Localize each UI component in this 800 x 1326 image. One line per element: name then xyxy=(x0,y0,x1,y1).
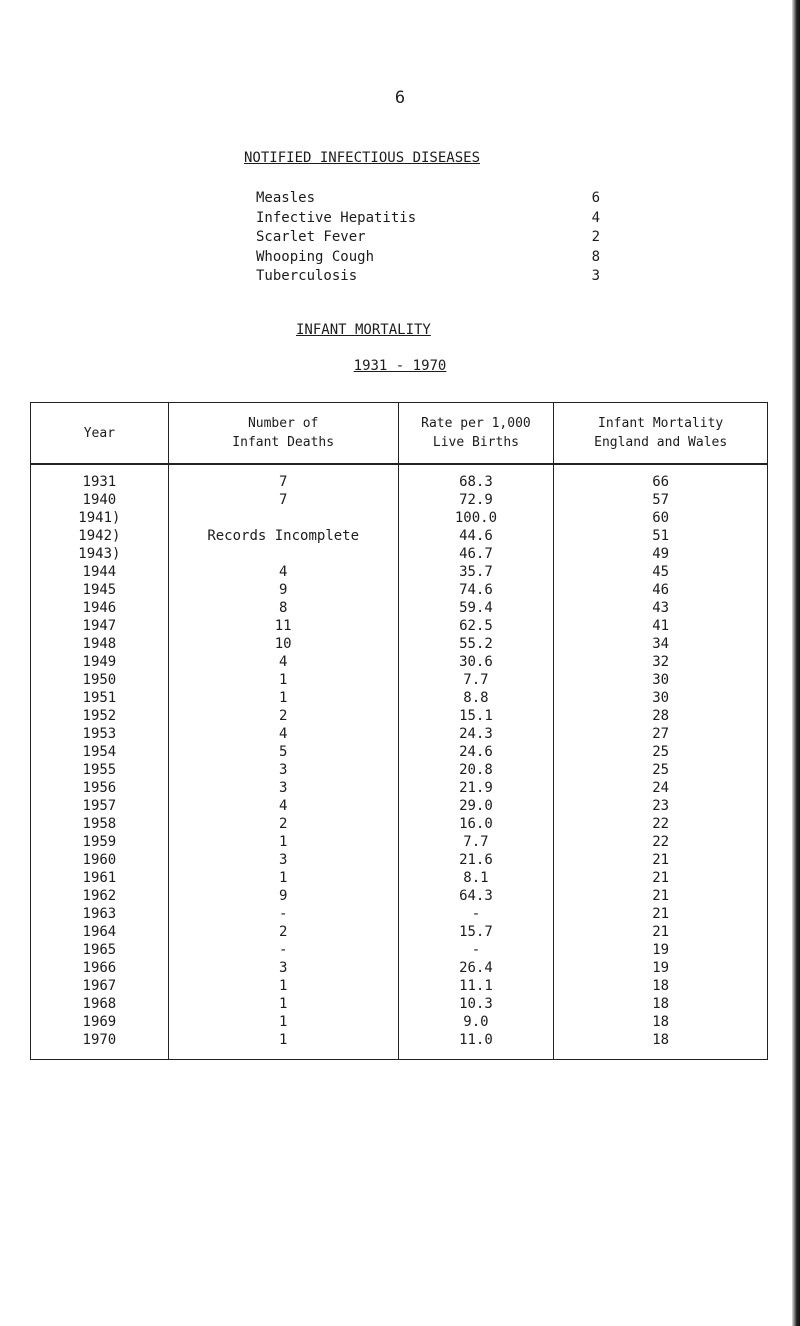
cell-rate: 21.9 xyxy=(398,779,554,797)
table-row xyxy=(31,509,768,527)
header-infant-deaths: Number of Infant Deaths xyxy=(168,403,398,465)
disease-name: Scarlet Fever xyxy=(256,229,366,245)
cell-rate: 46.7 xyxy=(398,545,554,563)
table-row xyxy=(31,491,768,509)
cell-infant-deaths: 3 xyxy=(168,959,398,977)
cell-year: 1970 xyxy=(31,1031,169,1060)
table-row xyxy=(31,851,768,869)
cell-infant-deaths: 2 xyxy=(168,923,398,941)
cell-infant-deaths: 10 xyxy=(168,635,398,653)
cell-year: 1956 xyxy=(31,779,169,797)
cell-rate: 15.7 xyxy=(398,923,554,941)
cell-england-wales: 45 xyxy=(554,563,768,581)
cell-year: 1957 xyxy=(31,797,169,815)
cell-england-wales: 19 xyxy=(554,941,768,959)
disease-list xyxy=(256,190,600,288)
cell-rate: 59.4 xyxy=(398,599,554,617)
cell-england-wales: 32 xyxy=(554,653,768,671)
cell-infant-deaths: 4 xyxy=(168,653,398,671)
cell-england-wales: 57 xyxy=(554,491,768,509)
cell-year: 1965 xyxy=(31,941,169,959)
cell-year: 1947 xyxy=(31,617,169,635)
cell-year: 1940 xyxy=(31,491,169,509)
cell-england-wales: 21 xyxy=(554,851,768,869)
cell-rate: 15.1 xyxy=(398,707,554,725)
disease-name: Tuberculosis xyxy=(256,268,358,284)
table-row xyxy=(31,464,768,491)
cell-england-wales: 28 xyxy=(554,707,768,725)
cell-england-wales: 21 xyxy=(554,887,768,905)
cell-year: 1954 xyxy=(31,743,169,761)
cell-rate: 62.5 xyxy=(398,617,554,635)
cell-year: 1969 xyxy=(31,1013,169,1031)
cell-rate: 35.7 xyxy=(398,563,554,581)
table-row xyxy=(31,725,768,743)
header-rate: Rate per 1,000 Live Births xyxy=(398,403,554,465)
cell-england-wales: 66 xyxy=(554,464,768,491)
cell-england-wales: 18 xyxy=(554,1031,768,1060)
disease-count: 6 xyxy=(591,190,600,206)
disease-row xyxy=(256,268,600,288)
cell-england-wales: 22 xyxy=(554,815,768,833)
table-row xyxy=(31,959,768,977)
cell-england-wales: 24 xyxy=(554,779,768,797)
table-row xyxy=(31,815,768,833)
cell-infant-deaths: 1 xyxy=(168,833,398,851)
cell-england-wales: 51 xyxy=(554,527,768,545)
table-row xyxy=(31,869,768,887)
cell-england-wales: 21 xyxy=(554,923,768,941)
cell-england-wales: 23 xyxy=(554,797,768,815)
cell-year: 1952 xyxy=(31,707,169,725)
table-row xyxy=(31,653,768,671)
cell-infant-deaths: 7 xyxy=(168,491,398,509)
cell-infant-deaths: 4 xyxy=(168,563,398,581)
cell-infant-deaths: 4 xyxy=(168,725,398,743)
cell-england-wales: 18 xyxy=(554,995,768,1013)
cell-rate: 8.8 xyxy=(398,689,554,707)
cell-rate: 20.8 xyxy=(398,761,554,779)
cell-infant-deaths: 3 xyxy=(168,761,398,779)
cell-year: 1948 xyxy=(31,635,169,653)
cell-year: 1943) xyxy=(31,545,169,563)
cell-england-wales: 43 xyxy=(554,599,768,617)
cell-infant-deaths: 1 xyxy=(168,1013,398,1031)
cell-england-wales: 25 xyxy=(554,761,768,779)
cell-rate: 11.0 xyxy=(398,1031,554,1060)
table-row xyxy=(31,905,768,923)
cell-infant-deaths: 11 xyxy=(168,617,398,635)
table-row xyxy=(31,689,768,707)
cell-rate: 68.3 xyxy=(398,464,554,491)
table-row xyxy=(31,635,768,653)
table-row xyxy=(31,599,768,617)
cell-england-wales: 18 xyxy=(554,1013,768,1031)
cell-rate: 100.0 xyxy=(398,509,554,527)
cell-infant-deaths: - xyxy=(168,905,398,923)
cell-infant-deaths xyxy=(168,545,398,563)
cell-england-wales: 30 xyxy=(554,689,768,707)
disease-count: 8 xyxy=(591,248,600,265)
table-row xyxy=(31,887,768,905)
cell-infant-deaths: 5 xyxy=(168,743,398,761)
cell-year: 1950 xyxy=(31,671,169,689)
cell-england-wales: 21 xyxy=(554,905,768,923)
cell-england-wales: 25 xyxy=(554,743,768,761)
table-row xyxy=(31,707,768,725)
table-row xyxy=(31,1031,768,1060)
cell-rate: 9.0 xyxy=(398,1013,554,1031)
table-row xyxy=(31,941,768,959)
disease-name: Whooping Cough xyxy=(256,248,375,265)
cell-rate: 11.1 xyxy=(398,977,554,995)
table-row xyxy=(31,581,768,599)
cell-year: 1961 xyxy=(31,869,169,887)
cell-rate: 8.1 xyxy=(398,869,554,887)
disease-row xyxy=(256,210,600,230)
infant-mortality-title: INFANT MORTALITY xyxy=(296,322,431,338)
cell-england-wales: 22 xyxy=(554,833,768,851)
cell-infant-deaths: - xyxy=(168,941,398,959)
cell-england-wales: 41 xyxy=(554,617,768,635)
cell-rate: 26.4 xyxy=(398,959,554,977)
cell-rate: 7.7 xyxy=(398,833,554,851)
cell-rate: 7.7 xyxy=(398,671,554,689)
cell-rate: - xyxy=(398,941,554,959)
disease-count: 3 xyxy=(591,268,600,284)
cell-year: 1959 xyxy=(31,833,169,851)
table-row xyxy=(31,1013,768,1031)
cell-year: 1966 xyxy=(31,959,169,977)
cell-infant-deaths: 1 xyxy=(168,1031,398,1060)
cell-year: 1942) xyxy=(31,527,169,545)
cell-infant-deaths: 1 xyxy=(168,869,398,887)
cell-england-wales: 60 xyxy=(554,509,768,527)
cell-year: 1941) xyxy=(31,509,169,527)
notified-diseases-title: NOTIFIED INFECTIOUS DISEASES xyxy=(244,150,481,166)
cell-rate: 16.0 xyxy=(398,815,554,833)
cell-year: 1958 xyxy=(31,815,169,833)
cell-infant-deaths: 2 xyxy=(168,707,398,725)
cell-england-wales: 49 xyxy=(554,545,768,563)
cell-england-wales: 21 xyxy=(554,869,768,887)
cell-year: 1960 xyxy=(31,851,169,869)
cell-rate: 30.6 xyxy=(398,653,554,671)
cell-infant-deaths: 2 xyxy=(168,815,398,833)
cell-year: 1955 xyxy=(31,761,169,779)
cell-infant-deaths: 1 xyxy=(168,977,398,995)
disease-row xyxy=(256,190,600,210)
cell-year: 1963 xyxy=(31,905,169,923)
cell-rate: 29.0 xyxy=(398,797,554,815)
cell-rate: - xyxy=(398,905,554,923)
table-row xyxy=(31,527,768,545)
infant-mortality-period: 1931 - 1970 xyxy=(353,358,447,374)
page-edge-shadow xyxy=(792,0,800,1326)
cell-year: 1964 xyxy=(31,923,169,941)
cell-infant-deaths: 8 xyxy=(168,599,398,617)
table-row xyxy=(31,779,768,797)
cell-england-wales: 30 xyxy=(554,671,768,689)
disease-count: 4 xyxy=(591,209,600,226)
cell-rate: 10.3 xyxy=(398,995,554,1013)
cell-rate: 21.6 xyxy=(398,851,554,869)
table-row xyxy=(31,545,768,563)
cell-year: 1951 xyxy=(31,689,169,707)
cell-england-wales: 34 xyxy=(554,635,768,653)
cell-infant-deaths xyxy=(168,509,398,527)
table-header-row xyxy=(31,403,768,465)
disease-name: Infective Hepatitis xyxy=(256,209,417,226)
table-row xyxy=(31,563,768,581)
table-row xyxy=(31,743,768,761)
table-row xyxy=(31,923,768,941)
cell-year: 1962 xyxy=(31,887,169,905)
cell-infant-deaths: 7 xyxy=(168,464,398,491)
cell-year: 1968 xyxy=(31,995,169,1013)
disease-count: 2 xyxy=(591,229,600,245)
table-row xyxy=(31,977,768,995)
disease-row xyxy=(256,229,600,249)
cell-england-wales: 19 xyxy=(554,959,768,977)
cell-year: 1945 xyxy=(31,581,169,599)
cell-infant-deaths: 1 xyxy=(168,671,398,689)
header-year: Year xyxy=(31,403,169,465)
cell-rate: 55.2 xyxy=(398,635,554,653)
cell-infant-deaths: 4 xyxy=(168,797,398,815)
cell-infant-deaths: 3 xyxy=(168,851,398,869)
page-number: 6 xyxy=(394,88,406,108)
cell-infant-deaths: 1 xyxy=(168,995,398,1013)
table-row xyxy=(31,761,768,779)
cell-rate: 74.6 xyxy=(398,581,554,599)
cell-england-wales: 18 xyxy=(554,977,768,995)
cell-infant-deaths: 1 xyxy=(168,689,398,707)
cell-england-wales: 46 xyxy=(554,581,768,599)
cell-year: 1967 xyxy=(31,977,169,995)
table-row xyxy=(31,617,768,635)
cell-year: 1953 xyxy=(31,725,169,743)
cell-england-wales: 27 xyxy=(554,725,768,743)
cell-rate: 72.9 xyxy=(398,491,554,509)
header-england-wales: Infant Mortality England and Wales xyxy=(554,403,768,465)
cell-rate: 24.3 xyxy=(398,725,554,743)
table-body xyxy=(31,464,768,1060)
cell-rate: 24.6 xyxy=(398,743,554,761)
cell-infant-deaths: 3 xyxy=(168,779,398,797)
cell-year: 1944 xyxy=(31,563,169,581)
cell-infant-deaths: Records Incomplete xyxy=(168,527,398,545)
table-row xyxy=(31,797,768,815)
disease-name: Measles xyxy=(256,190,316,206)
disease-row xyxy=(256,249,600,269)
table-row xyxy=(31,833,768,851)
cell-rate: 44.6 xyxy=(398,527,554,545)
cell-year: 1946 xyxy=(31,599,169,617)
cell-rate: 64.3 xyxy=(398,887,554,905)
cell-year: 1949 xyxy=(31,653,169,671)
table-row xyxy=(31,671,768,689)
cell-year: 1931 xyxy=(31,464,169,491)
table-row xyxy=(31,995,768,1013)
cell-infant-deaths: 9 xyxy=(168,887,398,905)
infant-mortality-table xyxy=(30,402,768,1060)
cell-infant-deaths: 9 xyxy=(168,581,398,599)
